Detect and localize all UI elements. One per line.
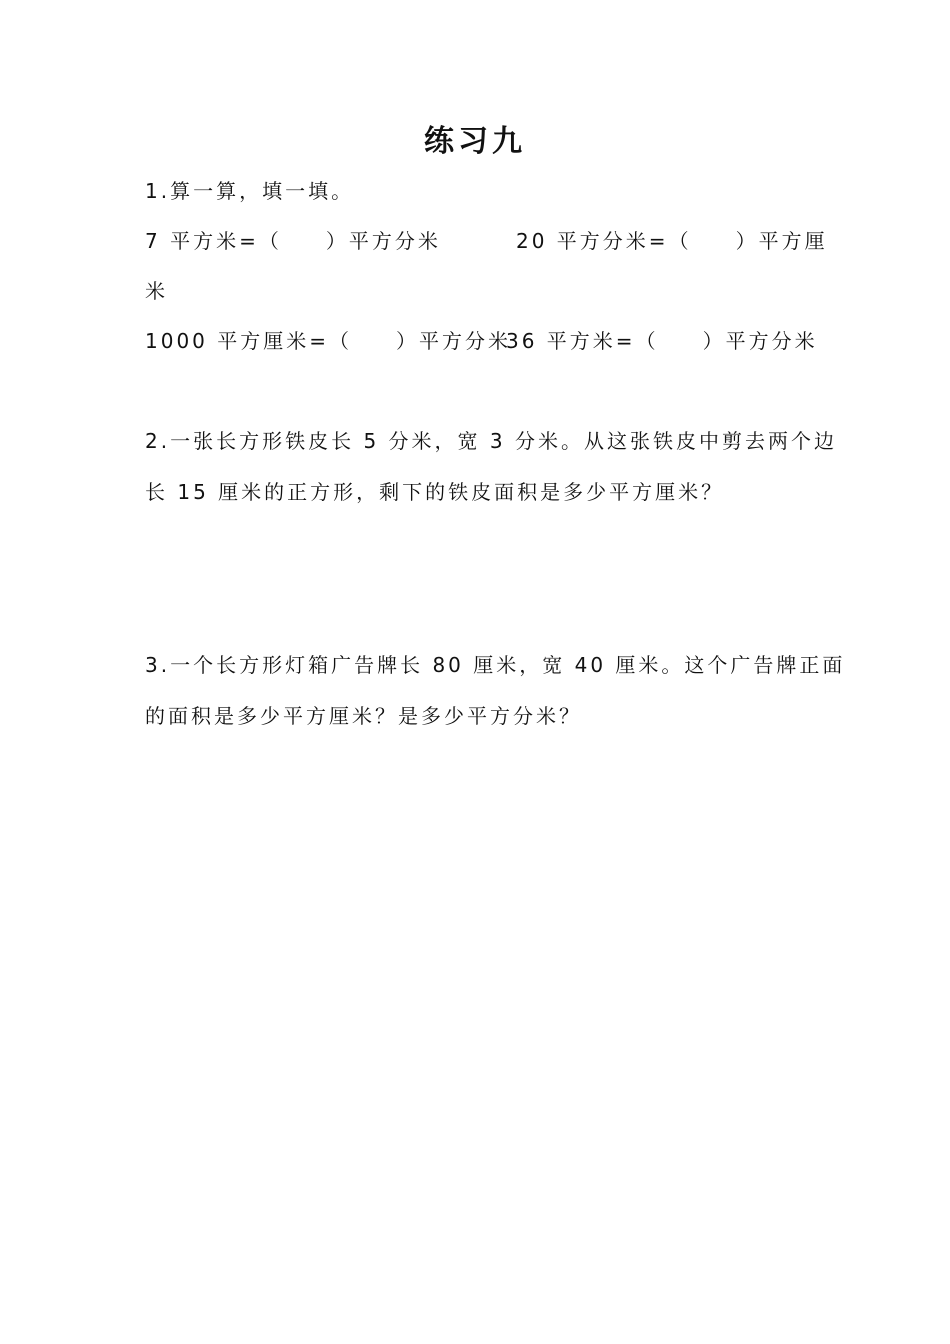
page-title: 练习九 xyxy=(424,124,526,159)
q1-item-1-right: ）平方分米 xyxy=(325,229,441,253)
q1-heading: 1.算一算，填一填。 xyxy=(145,179,355,203)
q1-item-4-left: 36 平方米=（ xyxy=(506,329,659,353)
q1-item-2-continuation: 米 xyxy=(145,279,168,303)
q1-item-2-right: ）平方厘 xyxy=(735,229,828,253)
q1-item-2 xyxy=(516,226,828,256)
q3-line-2: 的面积是多少平方厘米？是多少平方分米？ xyxy=(145,704,582,728)
q1-item-3-left: 1000 平方厘米=（ xyxy=(145,329,353,353)
q2-line-2: 长 15 厘米的正方形，剩下的铁皮面积是多少平方厘米？ xyxy=(145,480,725,504)
q1-item-4 xyxy=(506,326,818,356)
q1-item-3 xyxy=(145,326,511,356)
q1-item-3-right: ）平方分米 xyxy=(396,329,512,353)
q1-item-1 xyxy=(145,226,441,256)
q1-item-1-left: 7 平方米=（ xyxy=(145,229,282,253)
q3-line-1: 3.一个长方形灯箱广告牌长 80 厘米，宽 40 厘米。这个广告牌正面 xyxy=(145,653,846,677)
q1-item-4-right: ）平方分米 xyxy=(702,329,818,353)
q1-item-2-left: 20 平方分米=（ xyxy=(516,229,692,253)
q2-line-1: 2.一张长方形铁皮长 5 分米，宽 3 分米。从这张铁皮中剪去两个边 xyxy=(145,429,837,453)
